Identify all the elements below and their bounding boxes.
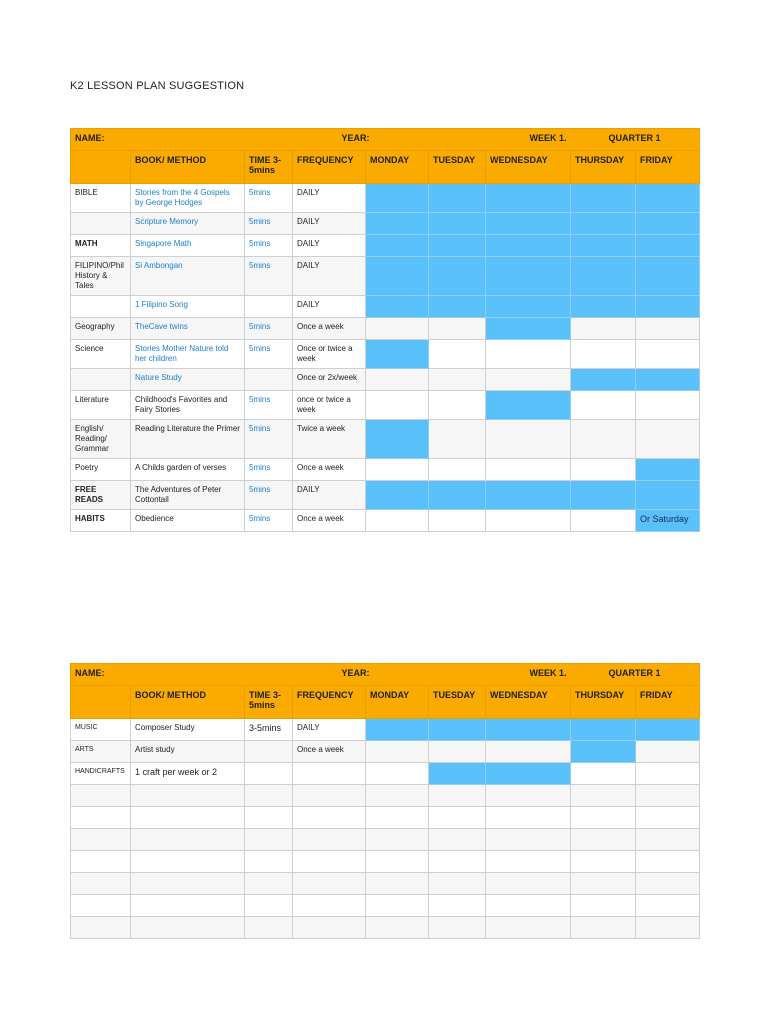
- header-time: TIME 3-5mins: [245, 686, 293, 719]
- day-cell-thursday: [571, 481, 636, 510]
- book-method-cell: [131, 829, 245, 851]
- year-label: YEAR:: [341, 133, 370, 143]
- day-cell-monday: [366, 807, 429, 829]
- frequency-cell: Once or twice a week: [293, 340, 366, 369]
- day-cell-thursday: [571, 318, 636, 340]
- day-cell-wednesday: [486, 807, 571, 829]
- day-cell-monday: [366, 917, 429, 939]
- table-row: [71, 741, 700, 763]
- frequency-cell: [293, 873, 366, 895]
- frequency-cell: once or twice a week: [293, 391, 366, 420]
- book-method-cell: Stories Mother Nature told her children: [131, 340, 245, 369]
- table-row: [71, 763, 700, 785]
- header-thursday: THURSDAY: [571, 686, 636, 719]
- book-method-cell: Artist study: [131, 741, 245, 763]
- frequency-cell: Once a week: [293, 510, 366, 532]
- day-cell-tuesday: [429, 829, 486, 851]
- day-note: Or Saturday: [640, 514, 689, 524]
- table-row: [71, 369, 700, 391]
- day-cell-wednesday: [486, 213, 571, 235]
- subject-cell: BIBLE: [71, 184, 131, 213]
- frequency-cell: DAILY: [293, 184, 366, 213]
- header-wednesday: WEDNESDAY: [486, 151, 571, 184]
- day-cell-wednesday: [486, 257, 571, 296]
- day-cell-monday: [366, 235, 429, 257]
- table-row: [71, 851, 700, 873]
- day-cell-thursday: [571, 763, 636, 785]
- time-cell: [245, 917, 293, 939]
- time-cell: [245, 873, 293, 895]
- day-cell-thursday: [571, 807, 636, 829]
- frequency-cell: [293, 895, 366, 917]
- day-cell-wednesday: [486, 391, 571, 420]
- day-cell-friday: [636, 829, 700, 851]
- time-cell: 5mins: [245, 391, 293, 420]
- table-row: [71, 420, 700, 459]
- day-cell-friday: [636, 719, 700, 741]
- header-time: TIME 3-5mins: [245, 151, 293, 184]
- day-cell-monday: [366, 895, 429, 917]
- day-cell-wednesday: [486, 235, 571, 257]
- day-cell-thursday: [571, 895, 636, 917]
- day-cell-monday: [366, 851, 429, 873]
- time-cell: 5mins: [245, 481, 293, 510]
- time-cell: 5mins: [245, 340, 293, 369]
- day-cell-tuesday: [429, 369, 486, 391]
- frequency-cell: [293, 851, 366, 873]
- day-cell-tuesday: [429, 184, 486, 213]
- day-cell-friday: [636, 391, 700, 420]
- day-cell-friday: [636, 510, 700, 532]
- table-row: [71, 235, 700, 257]
- frequency-cell: DAILY: [293, 257, 366, 296]
- time-cell: [245, 741, 293, 763]
- frequency-cell: Once a week: [293, 318, 366, 340]
- book-method-cell: Si Ambongan: [131, 257, 245, 296]
- table-row: [71, 459, 700, 481]
- day-cell-thursday: [571, 391, 636, 420]
- time-cell: [245, 369, 293, 391]
- day-cell-tuesday: [429, 763, 486, 785]
- day-cell-wednesday: [486, 340, 571, 369]
- day-cell-tuesday: [429, 420, 486, 459]
- frequency-cell: DAILY: [293, 719, 366, 741]
- frequency-cell: Twice a week: [293, 420, 366, 459]
- day-cell-wednesday: [486, 741, 571, 763]
- header-friday: FRIDAY: [636, 686, 700, 719]
- day-cell-wednesday: [486, 459, 571, 481]
- day-cell-wednesday: [486, 851, 571, 873]
- time-cell: [245, 807, 293, 829]
- book-method-cell: 1 Filipino Song: [131, 296, 245, 318]
- info-row: [71, 664, 700, 686]
- day-cell-tuesday: [429, 719, 486, 741]
- day-cell-thursday: [571, 873, 636, 895]
- lesson-plan-table-2: [70, 663, 700, 939]
- quarter-label: QUARTER 1: [571, 129, 700, 151]
- day-cell-thursday: [571, 257, 636, 296]
- day-cell-monday: [366, 459, 429, 481]
- book-method-cell: Composer Study: [131, 719, 245, 741]
- table-row: [71, 391, 700, 420]
- day-cell-monday: [366, 510, 429, 532]
- day-cell-wednesday: [486, 510, 571, 532]
- day-cell-monday: [366, 873, 429, 895]
- day-cell-thursday: [571, 719, 636, 741]
- book-method-cell: [131, 785, 245, 807]
- day-cell-monday: [366, 340, 429, 369]
- frequency-cell: DAILY: [293, 296, 366, 318]
- day-cell-monday: [366, 213, 429, 235]
- book-method-cell: Singapore Math: [131, 235, 245, 257]
- day-cell-friday: [636, 340, 700, 369]
- day-cell-thursday: [571, 213, 636, 235]
- day-cell-thursday: [571, 369, 636, 391]
- day-cell-friday: [636, 873, 700, 895]
- week-label: WEEK 1.: [486, 129, 571, 151]
- subject-cell: Geography: [71, 318, 131, 340]
- day-cell-friday: [636, 318, 700, 340]
- book-method-cell: TheCave twins: [131, 318, 245, 340]
- frequency-cell: [293, 763, 366, 785]
- day-cell-tuesday: [429, 481, 486, 510]
- day-cell-monday: [366, 369, 429, 391]
- document-title: K2 LESSON PLAN SUGGESTION: [70, 80, 245, 92]
- day-cell-friday: [636, 420, 700, 459]
- book-method-cell: Obedience: [131, 510, 245, 532]
- book-method-cell: A Childs garden of verses: [131, 459, 245, 481]
- time-cell: [245, 829, 293, 851]
- day-cell-friday: [636, 895, 700, 917]
- day-cell-wednesday: [486, 917, 571, 939]
- day-cell-thursday: [571, 459, 636, 481]
- day-cell-wednesday: [486, 895, 571, 917]
- day-cell-tuesday: [429, 741, 486, 763]
- time-cell: [245, 895, 293, 917]
- subject-cell: [71, 829, 131, 851]
- day-cell-wednesday: [486, 420, 571, 459]
- day-cell-thursday: [571, 917, 636, 939]
- info-row: [71, 129, 700, 151]
- frequency-cell: Once or 2x/week: [293, 369, 366, 391]
- frequency-cell: [293, 785, 366, 807]
- day-cell-thursday: [571, 829, 636, 851]
- table-row: [71, 829, 700, 851]
- day-cell-wednesday: [486, 481, 571, 510]
- book-method-cell: 1 craft per week or 2: [131, 763, 245, 785]
- header-wednesday: WEDNESDAY: [486, 686, 571, 719]
- day-cell-tuesday: [429, 213, 486, 235]
- book-method-cell: The Adventures of Peter Cottontail: [131, 481, 245, 510]
- day-cell-thursday: [571, 510, 636, 532]
- header-monday: MONDAY: [366, 151, 429, 184]
- header-monday: MONDAY: [366, 686, 429, 719]
- book-method-cell: [131, 917, 245, 939]
- table-row: [71, 917, 700, 939]
- day-cell-tuesday: [429, 459, 486, 481]
- day-cell-friday: [636, 369, 700, 391]
- time-cell: 3-5mins: [245, 719, 293, 741]
- day-cell-thursday: [571, 184, 636, 213]
- day-cell-friday: [636, 213, 700, 235]
- day-cell-monday: [366, 481, 429, 510]
- day-cell-wednesday: [486, 184, 571, 213]
- day-cell-thursday: [571, 785, 636, 807]
- table-row: [71, 873, 700, 895]
- day-cell-thursday: [571, 851, 636, 873]
- subject-cell: ARTS: [71, 741, 131, 763]
- day-cell-tuesday: [429, 873, 486, 895]
- day-cell-tuesday: [429, 235, 486, 257]
- week-label: WEEK 1.: [486, 664, 571, 686]
- time-cell: 5mins: [245, 510, 293, 532]
- day-cell-friday: [636, 257, 700, 296]
- day-cell-thursday: [571, 340, 636, 369]
- day-cell-tuesday: [429, 851, 486, 873]
- subject-cell: [71, 917, 131, 939]
- day-cell-monday: [366, 318, 429, 340]
- quarter-label: QUARTER 1: [571, 664, 700, 686]
- header-frequency: FREQUENCY: [293, 686, 366, 719]
- header-thursday: THURSDAY: [571, 151, 636, 184]
- day-cell-friday: [636, 296, 700, 318]
- day-cell-monday: [366, 785, 429, 807]
- table-row: [71, 318, 700, 340]
- header-book-method: BOOK/ METHOD: [131, 686, 245, 719]
- time-cell: [245, 785, 293, 807]
- day-cell-monday: [366, 296, 429, 318]
- name-label: NAME:: [71, 664, 366, 686]
- day-cell-friday: [636, 741, 700, 763]
- time-cell: 5mins: [245, 235, 293, 257]
- subject-cell: MUSIC: [71, 719, 131, 741]
- header-tuesday: TUESDAY: [429, 686, 486, 719]
- day-cell-wednesday: [486, 369, 571, 391]
- day-cell-tuesday: [429, 257, 486, 296]
- day-cell-tuesday: [429, 318, 486, 340]
- subject-cell: [71, 895, 131, 917]
- table-row: [71, 481, 700, 510]
- day-cell-thursday: [571, 420, 636, 459]
- day-cell-monday: [366, 420, 429, 459]
- time-cell: 5mins: [245, 318, 293, 340]
- day-cell-thursday: [571, 296, 636, 318]
- frequency-cell: DAILY: [293, 235, 366, 257]
- day-cell-friday: [636, 184, 700, 213]
- book-method-cell: Scripture Memory: [131, 213, 245, 235]
- table-row: [71, 340, 700, 369]
- day-cell-monday: [366, 829, 429, 851]
- table-row: [71, 257, 700, 296]
- day-cell-tuesday: [429, 340, 486, 369]
- day-cell-tuesday: [429, 895, 486, 917]
- subject-cell: [71, 785, 131, 807]
- time-cell: 5mins: [245, 184, 293, 213]
- time-cell: [245, 296, 293, 318]
- time-cell: 5mins: [245, 213, 293, 235]
- frequency-cell: [293, 917, 366, 939]
- table-row: [71, 785, 700, 807]
- day-cell-tuesday: [429, 510, 486, 532]
- day-cell-monday: [366, 719, 429, 741]
- day-cell-tuesday: [429, 296, 486, 318]
- subject-cell: [71, 213, 131, 235]
- frequency-cell: DAILY: [293, 481, 366, 510]
- day-cell-tuesday: [429, 917, 486, 939]
- time-cell: [245, 851, 293, 873]
- subject-cell: Science: [71, 340, 131, 369]
- table-row: [71, 895, 700, 917]
- header-book-method: BOOK/ METHOD: [131, 151, 245, 184]
- table-row: [71, 807, 700, 829]
- frequency-cell: [293, 807, 366, 829]
- day-cell-tuesday: [429, 785, 486, 807]
- table-row: [71, 296, 700, 318]
- header-row: [71, 151, 700, 184]
- book-method-cell: Childhood's Favorites and Fairy Stories: [131, 391, 245, 420]
- book-method-cell: [131, 851, 245, 873]
- frequency-cell: [293, 829, 366, 851]
- table-row: [71, 213, 700, 235]
- subject-cell: [71, 807, 131, 829]
- day-cell-monday: [366, 741, 429, 763]
- day-cell-friday: [636, 785, 700, 807]
- subject-cell: [71, 851, 131, 873]
- subject-cell: [71, 873, 131, 895]
- day-cell-monday: [366, 763, 429, 785]
- frequency-cell: Once a week: [293, 741, 366, 763]
- book-method-cell: Reading Literature the Primer: [131, 420, 245, 459]
- day-cell-wednesday: [486, 318, 571, 340]
- time-cell: 5mins: [245, 420, 293, 459]
- lesson-plan-table-1: [70, 128, 700, 532]
- day-cell-tuesday: [429, 807, 486, 829]
- frequency-cell: DAILY: [293, 213, 366, 235]
- table-row: [71, 719, 700, 741]
- name-label: NAME:: [71, 129, 366, 151]
- table-row: [71, 510, 700, 532]
- book-method-cell: [131, 895, 245, 917]
- day-cell-friday: [636, 459, 700, 481]
- subject-cell: MATH: [71, 235, 131, 257]
- frequency-cell: Once a week: [293, 459, 366, 481]
- book-method-cell: Nature Study: [131, 369, 245, 391]
- day-cell-friday: [636, 763, 700, 785]
- subject-cell: [71, 296, 131, 318]
- day-cell-wednesday: [486, 829, 571, 851]
- day-cell-monday: [366, 391, 429, 420]
- time-cell: 5mins: [245, 257, 293, 296]
- day-cell-friday: [636, 917, 700, 939]
- subject-cell: English/ Reading/ Grammar: [71, 420, 131, 459]
- book-method-cell: Stories from the 4 Gospels by George Hodges: [131, 184, 245, 213]
- book-method-cell: [131, 807, 245, 829]
- year-label: YEAR:: [341, 668, 370, 678]
- table-row: [71, 184, 700, 213]
- day-cell-thursday: [571, 741, 636, 763]
- subject-cell: HANDICRAFTS: [71, 763, 131, 785]
- day-cell-monday: [366, 184, 429, 213]
- day-cell-thursday: [571, 235, 636, 257]
- header-friday: FRIDAY: [636, 151, 700, 184]
- time-cell: 5mins: [245, 459, 293, 481]
- header-subject: [71, 686, 131, 719]
- day-cell-friday: [636, 807, 700, 829]
- subject-cell: FILIPINO/Phil History & Tales: [71, 257, 131, 296]
- day-cell-friday: [636, 851, 700, 873]
- header-subject: [71, 151, 131, 184]
- day-cell-friday: [636, 235, 700, 257]
- subject-cell: [71, 369, 131, 391]
- day-cell-monday: [366, 257, 429, 296]
- subject-cell: Poetry: [71, 459, 131, 481]
- day-cell-wednesday: [486, 873, 571, 895]
- time-cell: [245, 763, 293, 785]
- header-row: [71, 686, 700, 719]
- subject-cell: Literature: [71, 391, 131, 420]
- day-cell-wednesday: [486, 785, 571, 807]
- day-cell-wednesday: [486, 719, 571, 741]
- day-cell-tuesday: [429, 391, 486, 420]
- day-cell-friday: [636, 481, 700, 510]
- day-cell-wednesday: [486, 763, 571, 785]
- header-frequency: FREQUENCY: [293, 151, 366, 184]
- subject-cell: HABITS: [71, 510, 131, 532]
- book-method-cell: [131, 873, 245, 895]
- header-tuesday: TUESDAY: [429, 151, 486, 184]
- day-cell-wednesday: [486, 296, 571, 318]
- subject-cell: FREE READS: [71, 481, 131, 510]
